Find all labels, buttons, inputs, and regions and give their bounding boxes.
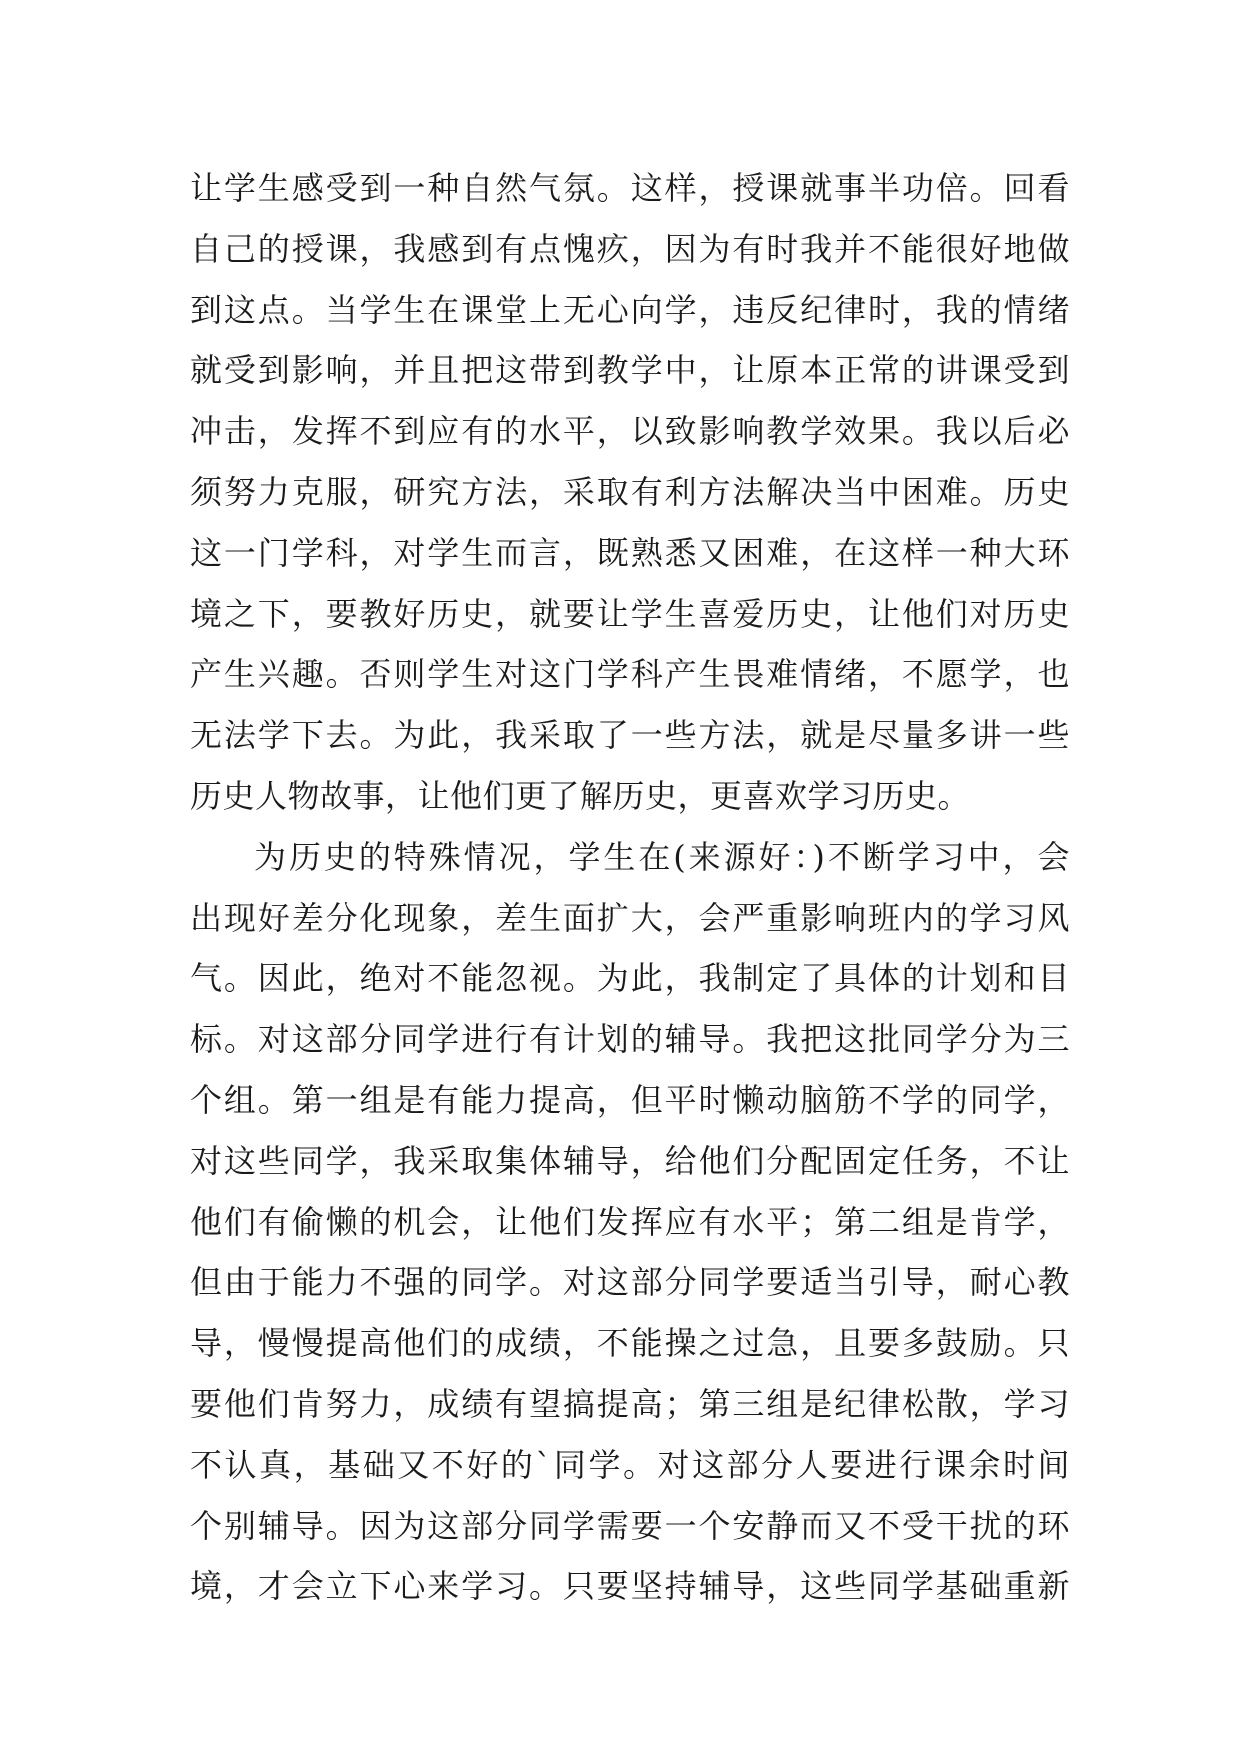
paragraph (190, 158, 1070, 827)
text-line: 对这些同学，我采取集体辅导，给他们分配固定任务，不让 (190, 1141, 1070, 1180)
text-line: 境之下，要教好历史，就要让学生喜爱历史，让他们对历史 (190, 594, 1070, 633)
text-line: 这一门学科，对学生而言，既熟悉又困难，在这样一种大环 (190, 533, 1070, 572)
text-line: 就受到影响，并且把这带到教学中，让原本正常的讲课受到 (190, 351, 1070, 390)
text-line: 无法学下去。为此，我采取了一些方法，就是尽量多讲一些 (190, 716, 1070, 755)
text-line: 境，才会立下心来学习。只要坚持辅导，这些同学基础重新 (190, 1567, 1070, 1606)
text-line: 个组。第一组是有能力提高，但平时懒动脑筋不学的同学， (190, 1080, 1070, 1119)
text-line: 导，慢慢提高他们的成绩，不能操之过急，且要多鼓励。只 (190, 1324, 1070, 1363)
text-line: 产生兴趣。否则学生对这门学科产生畏难情绪，不愿学，也 (190, 655, 1070, 694)
text-line: 个别辅导。因为这部分同学需要一个安静而又不受干扰的环 (190, 1506, 1070, 1545)
text-line: 到这点。当学生在课堂上无心向学，违反纪律时，我的情绪 (190, 290, 1070, 329)
text-line: 为历史的特殊情况，学生在(来源好：)不断学习中，会 (254, 837, 1070, 876)
text-line: 他们有偷懒的机会，让他们发挥应有水平；第二组是肯学， (190, 1202, 1070, 1241)
body-text (190, 158, 1070, 1617)
text-line: 气。因此，绝对不能忽视。为此，我制定了具体的计划和目 (190, 959, 1070, 998)
text-line: 冲击，发挥不到应有的水平，以致影响教学效果。我以后必 (190, 412, 1070, 451)
paragraph (190, 827, 1070, 1617)
text-line: 历史人物故事，让他们更了解历史，更喜欢学习历史。 (190, 776, 971, 815)
text-line: 出现好差分化现象，差生面扩大，会严重影响班内的学习风 (190, 898, 1070, 937)
text-line: 但由于能力不强的同学。对这部分同学要适当引导，耐心教 (190, 1263, 1070, 1302)
text-line: 须努力克服，研究方法，采取有利方法解决当中困难。历史 (190, 472, 1070, 511)
text-line: 不认真，基础又不好的`同学。对这部分人要进行课余时间 (190, 1445, 1070, 1484)
text-line: 标。对这部分同学进行有计划的辅导。我把这批同学分为三 (190, 1020, 1070, 1059)
text-line: 让学生感受到一种自然气氛。这样，授课就事半功倍。回看 (190, 169, 1070, 207)
text-line: 自己的授课，我感到有点愧疚，因为有时我并不能很好地做 (190, 229, 1070, 268)
text-line: 要他们肯努力，成绩有望搞提高；第三组是纪律松散，学习 (190, 1384, 1070, 1423)
